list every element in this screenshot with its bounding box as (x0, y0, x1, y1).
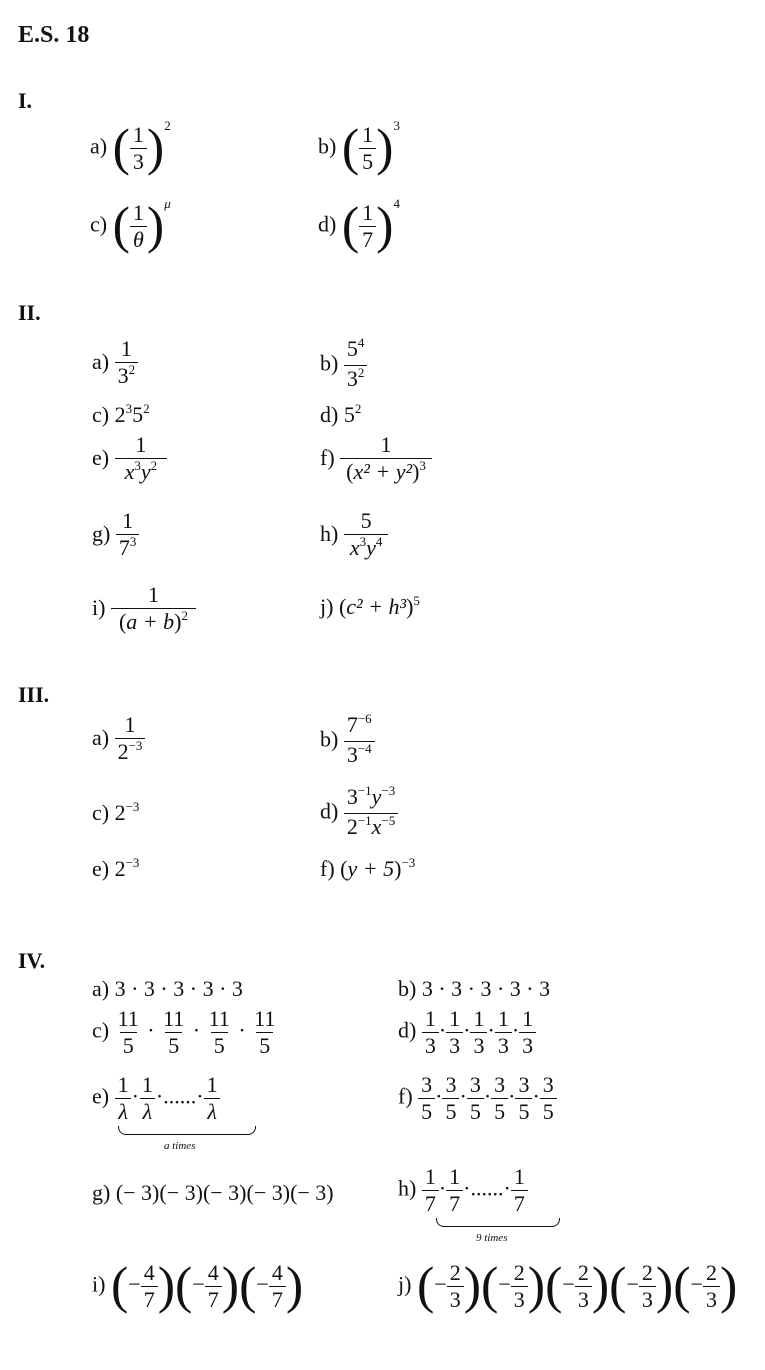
II-a: a) $\frac{1}{3^2}$ (92, 336, 138, 392)
III-f: f) $(y + 5)^{-3}$ (320, 855, 416, 881)
IV-e-under-label: a times (164, 1140, 196, 1152)
section-I-heading: I. (18, 88, 33, 113)
IV-b: b) 3 · 3 · 3 · 3 · 3 (398, 976, 551, 1001)
II-h: h) $\frac{5}{x^3y^4}$ (320, 508, 388, 564)
IV-j: j) (− $\frac{2}{3}$ )(− $\frac{2}{3}$ )(− $\frac{2}{3}$ )(− $\frac{2}{3}$ )(− $\frac{2}{3}$ ) (398, 1257, 738, 1315)
I-d: d) ( $\frac{1}{7}$ )$^4$ (318, 196, 400, 255)
IV-f: f) $\frac{3}{5}$ · $\frac{3}{5}$ · $\frac{3}{5}$ · $\frac{3}{5}$ · $\frac{3}{5}$ · $\frac{3}{5}$ (398, 1072, 557, 1125)
II-d: d) $5^2$ (320, 401, 362, 427)
IV-h-under-label: 9 times (476, 1232, 508, 1244)
I-b: b) ( $\frac{1}{5}$ )$^3$ (318, 118, 400, 177)
I-a: a) ( $\frac{1}{3}$ )$^2$ (90, 118, 171, 177)
II-i: i) $\frac{1}{(a + b)^2}$ (92, 582, 196, 638)
IV-c: c) $\frac{11}{5}$ · $\frac{11}{5}$ · $\frac{11}{5}$ · $\frac{11}{5}$ (92, 1006, 276, 1058)
III-a: a) $\frac{1}{2^{-3}}$ (92, 712, 145, 768)
I-c: c) ( $\frac{1}{\theta}$ )$^\mu$ (90, 196, 171, 255)
IV-g: g) (− 3)(− 3)(− 3)(− 3)(− 3) (92, 1180, 334, 1205)
IV-i: i) (− $\frac{4}{7}$ )(− $\frac{4}{7}$ )(− $\frac{4}{7}$ ) (92, 1257, 304, 1315)
II-c: c) $2^35^2$ (92, 401, 150, 427)
section-II-heading: II. (18, 300, 41, 325)
II-g: g) $\frac{1}{7^3}$ (92, 508, 139, 564)
section-IV-heading: IV. (18, 948, 46, 973)
II-b: b) $\frac{5^4}{3^2}$ (320, 336, 367, 395)
IV-e-underbrace (118, 1126, 256, 1135)
IV-d: d) $\frac{1}{3}$ · $\frac{1}{3}$ · $\frac{1}{3}$ · $\frac{1}{3}$ · $\frac{1}{3}$ (398, 1006, 536, 1059)
III-e: e) $2^{-3}$ (92, 855, 140, 881)
IV-a: a) 3 · 3 · 3 · 3 · 3 (92, 976, 243, 1001)
III-d: d) $\frac{3^{-1}y^{-3}}{2^{-1}x^{-5}}$ (320, 784, 398, 843)
II-j: j) $(c^2 + h^3)^5$ (320, 593, 420, 619)
III-b: b) $\frac{7^{-6}}{3^{-4}}$ (320, 712, 375, 771)
IV-h: h) $\frac{1}{7}$ · $\frac{1}{7}$ ·......· $\frac{1}{7}$ (398, 1164, 528, 1217)
II-f: f) $\frac{1}{(x^2 + y^2)^3}$ (320, 432, 432, 488)
page-title: E.S. 18 (18, 22, 90, 48)
section-III-heading: III. (18, 682, 50, 707)
III-c: c) $2^{-3}$ (92, 799, 140, 825)
IV-e: e) $\frac{1}{\lambda}$ · $\frac{1}{\lambda}$ ·......· $\frac{1}{\lambda}$ (92, 1072, 221, 1125)
II-e: e) $\frac{1}{x^3y^2}$ (92, 432, 167, 488)
IV-h-underbrace (436, 1218, 560, 1227)
